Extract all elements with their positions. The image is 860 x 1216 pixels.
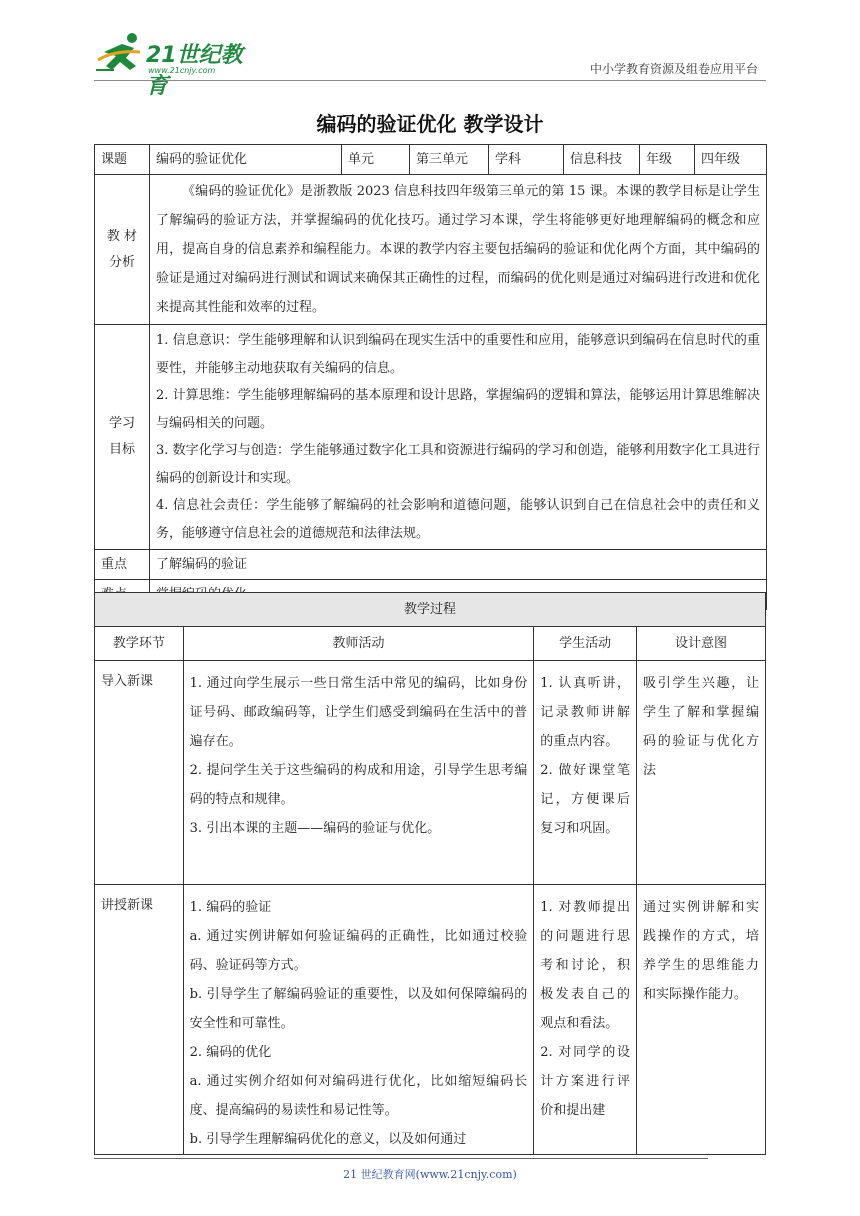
key-value: 了解编码的验证 (150, 550, 767, 580)
goal-item: 4. 信息社会责任：学生能够了解编码的社会影响和道德问题，能够认识到自己在信息社会中的责任和义务，能够遵守信息社会的道德规范和法律法规。 (156, 498, 760, 541)
topic-label: 课题 (95, 145, 150, 175)
info-table (94, 144, 767, 610)
logo-url: www.21cnjy.com (148, 66, 216, 75)
teacher-item: 2. 编码的优化 (189, 1045, 272, 1060)
analysis-text: 《编码的验证优化》是浙教版 2023 信息科技四年级第三单元的第 15 课。本课的教学目标是让学生了解编码的验证方法，并掌握编码的优化技巧。通过学习本课，学生将能够更好地理解编码的概念和应用，提高自身的信息素养和编程能力。本课的教学内容主要包括编码的验证和优化两个方面，其中编码的验证是通过对编码进行测试和调试来确保其正确性的过程，而编码的优化则是通过对编码进行改进和优化来提高其性能和效率的过程。 (150, 175, 767, 325)
process-table (94, 592, 766, 1155)
teacher-item: 1. 通过向学生展示一些日常生活中常见的编码，比如身份证号码、邮政编码等，让学生们感受到编码在生活中的普遍存在。 (189, 676, 528, 749)
unit-value: 第三单元 (410, 145, 489, 175)
teacher-item: b. 引导学生理解编码优化的意义，以及如何通过 (189, 1132, 467, 1147)
intent-cell: 通过实例讲解和实践操作的方式，培养学生的思维能力和实际操作能力。 (637, 885, 766, 1155)
subject-label: 学科 (489, 145, 564, 175)
grade-value: 四年级 (695, 145, 767, 175)
analysis-label: 教 材 分析 (95, 175, 150, 325)
footer-divider (94, 1158, 708, 1159)
subject-value: 信息科技 (564, 145, 640, 175)
goal-item: 3. 数字化学习与创造：学生能够通过数字化工具和资源进行编码的学习和创造，能够利用数字化工具进行编码的创新设计和实现。 (156, 443, 760, 486)
teacher-item: 3. 引出本课的主题——编码的验证与优化。 (189, 821, 441, 836)
teacher-item: 1. 编码的验证 (189, 900, 272, 915)
teacher-item: a. 通过实例介绍如何对编码进行优化，比如缩短编码长度、提高编码的易读性和易记性等。 (189, 1074, 528, 1118)
goals-list (150, 325, 767, 550)
stage-cell: 讲授新课 (95, 885, 184, 1155)
student-item: 1. 认真听讲，记录教师讲解的重点内容。 (540, 676, 630, 749)
page-header (94, 30, 766, 99)
header-student: 学生活动 (534, 627, 637, 661)
runner-logo-icon (94, 30, 150, 76)
topic-value: 编码的验证优化 (150, 145, 342, 175)
teacher-item: b. 引导学生了解编码验证的重要性，以及如何保障编码的安全性和可靠性。 (189, 987, 528, 1031)
teacher-cell (183, 885, 534, 1155)
page-title: 编码的验证优化 教学设计 (316, 112, 544, 136)
grade-label: 年级 (640, 145, 695, 175)
student-cell (534, 885, 637, 1155)
goal-item: 1. 信息意识：学生能够理解和认识到编码在现实生活中的重要性和应用，能够意识到编码在信息时代的重要性，并能够主动地获取有关编码的信息。 (156, 333, 760, 376)
header-teacher: 教师活动 (183, 627, 534, 661)
teacher-item: 2. 提问学生关于这些编码的构成和用途，引导学生思考编码的特点和规律。 (189, 763, 528, 807)
student-cell (534, 661, 637, 885)
student-item: 2. 对同学的设计方案进行评价和提出建 (540, 1045, 630, 1118)
student-item: 2. 做好课堂笔记，方便课后复习和巩固。 (540, 763, 630, 836)
platform-name: 中小学教育资源及组卷应用平台 (589, 62, 758, 76)
table-row (95, 661, 766, 885)
teacher-item: a. 通过实例讲解如何验证编码的正确性，比如通过校验码、验证码等方式。 (189, 929, 528, 973)
footer-text: 21 世纪教育网(www.21cnjy.com) (343, 1168, 517, 1181)
stage-cell: 导入新课 (95, 661, 184, 885)
logo-brand: 21世纪教育 (146, 43, 243, 99)
teacher-cell (183, 661, 534, 885)
process-title: 教学过程 (95, 593, 766, 627)
header-intent: 设计意图 (637, 627, 766, 661)
header-divider (94, 80, 766, 81)
student-item: 1. 对教师提出的问题进行思考和讨论，积极发表自己的观点和看法。 (540, 900, 630, 1031)
header-stage: 教学环节 (95, 627, 184, 661)
unit-label: 单元 (342, 145, 410, 175)
intent-cell: 吸引学生兴趣，让学生了解和掌握编码的验证与优化方法 (637, 661, 766, 885)
key-label: 重点 (95, 550, 150, 580)
table-row (95, 885, 766, 1155)
logo (94, 30, 264, 99)
goals-label: 学习 目标 (95, 325, 150, 550)
goal-item: 2. 计算思维：学生能够理解编码的基本原理和设计思路，掌握编码的逻辑和算法，能够运用计算思维解决与编码相关的问题。 (156, 388, 760, 431)
